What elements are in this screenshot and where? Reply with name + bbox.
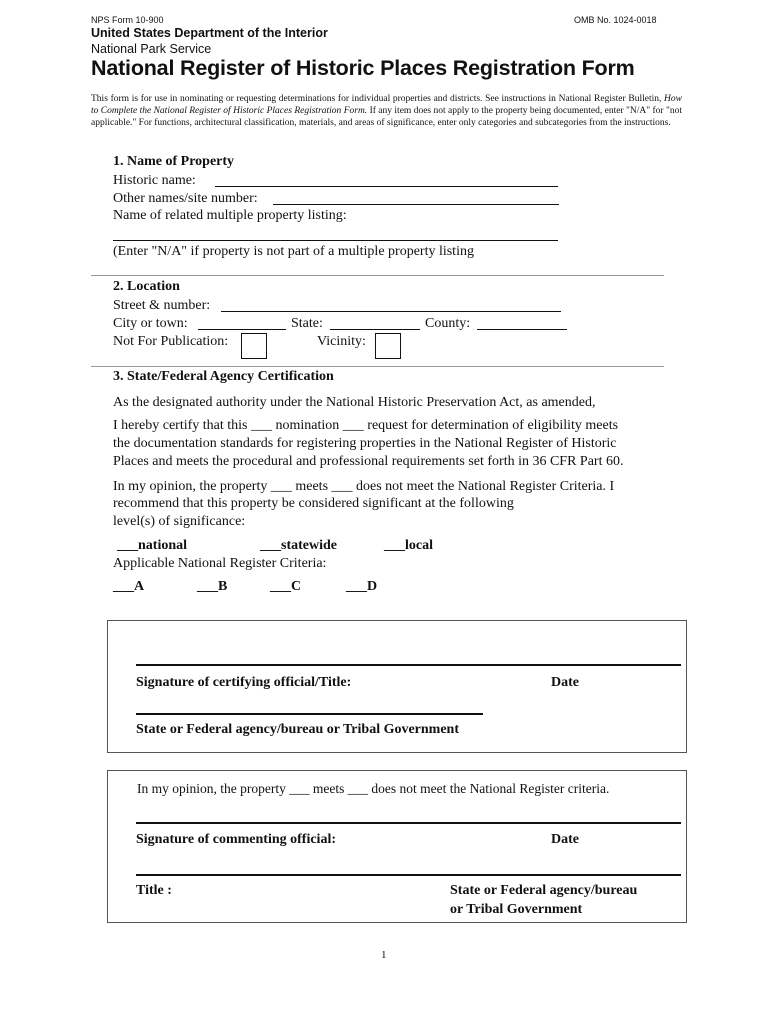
opinion-line-1: In my opinion, the property ___ meets ___ does not meet the National Register Criteria. I [113,479,615,494]
related-listing-field[interactable] [113,240,558,241]
vicinity-checkbox[interactable] [375,333,401,359]
other-names-label: Other names/site number: [113,191,258,206]
opinion-line-3: level(s) of significance: [113,514,246,529]
vicinity-label: Vicinity: [317,334,366,349]
city-field[interactable] [198,329,286,330]
commenting-signature-label: Signature of commenting official: [136,832,336,847]
level-national[interactable]: ___national [117,538,188,553]
section-divider [91,275,664,276]
not-for-publication-label: Not For Publication: [113,334,229,349]
section-3-heading: 3. State/Federal Agency Certification [113,369,334,384]
commenting-agency-label-2: or Tribal Government [450,902,583,917]
commenting-signature-line[interactable] [136,822,681,824]
section-1-heading: 1. Name of Property [113,154,235,169]
agency-name: National Park Service [91,42,212,56]
historic-name-field[interactable] [215,186,558,187]
street-field[interactable] [221,311,561,312]
page-title: National Register of Historic Places Registration Form [91,56,635,80]
certifying-signature-line[interactable] [136,664,681,666]
certify-line-3: Places and meets the procedural and professional requirements set forth in 36 CFR Part 60. [113,454,624,469]
other-names-field[interactable] [273,204,559,205]
intro-text-2: If any item does not apply to the property being documented, enter "N/A" for "not applicable." For functions, architectural classification, materials, and areas of significance, enter only categories and subcategories from the instructions. [91,106,682,128]
state-field[interactable] [330,329,420,330]
section-2-heading: 2. Location [113,279,180,294]
city-label: City or town: [113,316,188,331]
commenting-agency-label-1: State or Federal agency/bureau [450,883,638,898]
certifying-agency-line[interactable] [136,713,483,715]
street-label: Street & number: [113,298,211,313]
level-local[interactable]: ___local [384,538,433,553]
certify-line-1: I hereby certify that this ___ nomination ___ request for determination of eligibility meets [113,418,619,433]
intro-text-1: This form is for use in nominating or requesting determinations for individual properties and districts. See instructions in National Register Bulletin, [91,94,665,104]
certifying-date-label: Date [551,675,579,690]
form-number: NPS Form 10-900 [91,15,164,25]
criterion-c[interactable]: ___C [270,579,302,594]
authority-statement: As the designated authority under the National Historic Preservation Act, as amended, [113,395,596,410]
intro-bulletin-title: How to Complete the National Register of Historic Places Registration Form. [91,94,682,116]
criterion-d[interactable]: ___D [346,579,378,594]
criterion-a[interactable]: ___A [113,579,145,594]
criterion-b[interactable]: ___B [197,579,228,594]
state-label: State: [291,316,323,331]
commenting-title-line[interactable] [136,874,681,876]
page-number: 1 [381,949,387,961]
omb-number: OMB No. 1024-0018 [574,15,657,25]
certifying-agency-label: State or Federal agency/bureau or Tribal Government [136,722,460,737]
commenting-date-label: Date [551,832,579,847]
historic-name-label: Historic name: [113,173,196,188]
county-field[interactable] [477,329,567,330]
commenting-title-label: Title : [136,883,172,898]
na-note: (Enter "N/A" if property is not part of a multiple property listing [113,244,474,259]
level-statewide[interactable]: ___statewide [260,538,337,553]
section-divider [91,366,664,367]
certifying-signature-label: Signature of certifying official/Title: [136,675,352,690]
department-name: United States Department of the Interior [91,26,328,40]
certify-line-2: the documentation standards for registering properties in the National Register of Historic [113,436,617,451]
not-for-publication-checkbox[interactable] [241,333,267,359]
commenting-opinion: In my opinion, the property ___ meets ___ does not meet the National Register criteria. [137,781,610,796]
related-listing-label: Name of related multiple property listing: [113,208,347,223]
criteria-label: Applicable National Register Criteria: [113,556,327,571]
opinion-line-2: recommend that this property be considered significant at the following [113,496,514,511]
county-label: County: [425,316,471,331]
intro-paragraph [91,93,682,129]
